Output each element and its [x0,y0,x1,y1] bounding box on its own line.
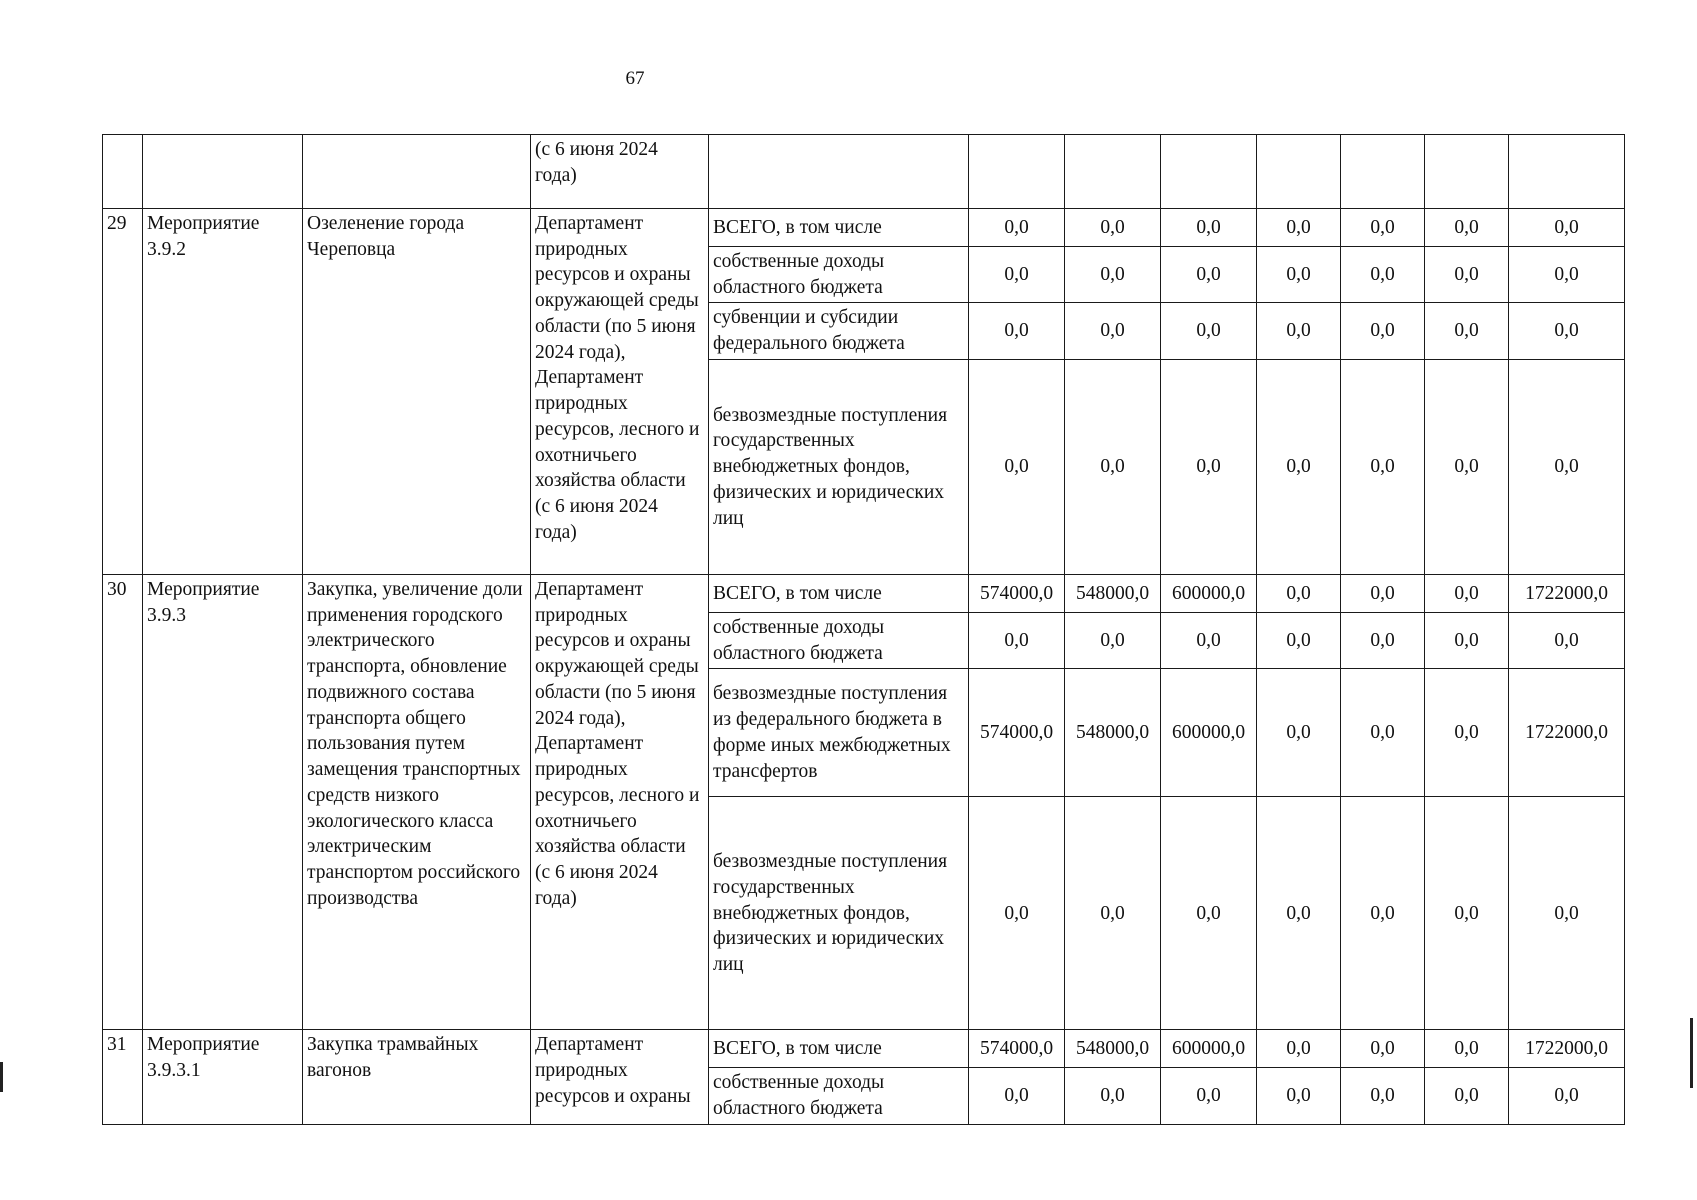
cell-department: Департамент природных ресурсов и охраны окружающей среды области (по 5 июня 2024 года), Департамент природных ресурсов, лесного и охотничьего хозяйства области (с 6 июня 2024 года) [531,574,709,1029]
cell-no [103,135,143,209]
cell-value: 0,0 [1161,359,1257,574]
cell-name: Закупка трамвайных вагонов [303,1030,531,1124]
cell-value [1509,135,1625,209]
cell-value: 600000,0 [1161,669,1257,797]
cell-value: 0,0 [1341,209,1425,247]
cell-source: безвозмездные поступления государственных внебюджетных фондов, физических и юридических лиц [709,359,969,574]
cell-value: 0,0 [1425,303,1509,359]
cell-source: безвозмездные поступления государственных внебюджетных фондов, физических и юридических лиц [709,797,969,1030]
cell-source: собственные доходы областного бюджета [709,1068,969,1124]
table-row [103,1030,1625,1068]
cell-value: 0,0 [969,247,1065,303]
cell-measure [143,135,303,209]
cell-source: безвозмездные поступления из федерального бюджета в форме иных межбюджетных трансфертов [709,669,969,797]
cell-value: 0,0 [1425,359,1509,574]
cell-source: собственные доходы областного бюджета [709,612,969,668]
cell-value: 0,0 [1161,247,1257,303]
cell-value: 0,0 [1341,1030,1425,1068]
cell-value: 0,0 [1161,612,1257,668]
cell-department: Департамент природных ресурсов и охраны [531,1030,709,1124]
cell-value: 574000,0 [969,669,1065,797]
cell-name: Закупка, увеличение доли применения городского электрического транспорта, обновление подвижного состава транспорта общего пользования путем замещения транспортных средств низкого экологического класса электрическим транспортом российского производства [303,574,531,1029]
cell-total: 0,0 [1509,209,1625,247]
cell-value: 0,0 [1341,574,1425,612]
cell-value: 0,0 [1257,303,1341,359]
cell-value: 0,0 [1257,669,1341,797]
cell-total: 0,0 [1509,247,1625,303]
cell-value: 0,0 [1341,1068,1425,1124]
cell-value: 0,0 [1425,1068,1509,1124]
cell-value: 0,0 [1425,797,1509,1030]
cell-value: 0,0 [1161,1068,1257,1124]
cell-value: 0,0 [969,303,1065,359]
page-number: 67 [625,68,645,89]
cell-total: 0,0 [1509,797,1625,1030]
cell-value: 0,0 [1065,209,1161,247]
cell-source: ВСЕГО, в том числе [709,1030,969,1068]
cell-value: 548000,0 [1065,1030,1161,1068]
cell-name: Озеленение города Череповца [303,209,531,575]
cell-value: 548000,0 [1065,669,1161,797]
cell-value: 0,0 [1065,359,1161,574]
cell-value [1425,135,1509,209]
cell-department: (с 6 июня 2024 года) [531,135,709,209]
cell-value: 0,0 [969,612,1065,668]
cell-value: 0,0 [1065,1068,1161,1124]
cell-no: 30 [103,574,143,1029]
cell-department: Департамент природных ресурсов и охраны окружающей среды области (по 5 июня 2024 года), Департамент природных ресурсов, лесного и охотничьего хозяйства области (с 6 июня 2024 года) [531,209,709,575]
cell-value: 0,0 [969,359,1065,574]
cell-value: 0,0 [1341,797,1425,1030]
cell-total: 0,0 [1509,1068,1625,1124]
cell-total: 1722000,0 [1509,574,1625,612]
cell-source: собственные доходы областного бюджета [709,247,969,303]
cell-value: 0,0 [1425,247,1509,303]
cell-value [1257,135,1341,209]
cell-name [303,135,531,209]
cell-source: ВСЕГО, в том числе [709,209,969,247]
scan-edge-mark [1690,1018,1693,1088]
cell-value: 0,0 [1257,797,1341,1030]
cell-total: 1722000,0 [1509,669,1625,797]
cell-value: 0,0 [1425,669,1509,797]
cell-value [1161,135,1257,209]
cell-value: 600000,0 [1161,1030,1257,1068]
cell-value: 0,0 [1425,574,1509,612]
cell-value: 0,0 [1161,303,1257,359]
cell-total: 1722000,0 [1509,1030,1625,1068]
cell-value: 0,0 [969,209,1065,247]
cell-value: 0,0 [1065,247,1161,303]
cell-value: 0,0 [1065,612,1161,668]
cell-value: 600000,0 [1161,574,1257,612]
cell-value: 0,0 [1425,612,1509,668]
cell-value [969,135,1065,209]
cell-value [1065,135,1161,209]
cell-value: 0,0 [1257,612,1341,668]
cell-value: 548000,0 [1065,574,1161,612]
cell-value: 0,0 [1425,209,1509,247]
cell-value: 0,0 [969,797,1065,1030]
cell-value: 0,0 [1161,209,1257,247]
cell-value: 0,0 [1425,1030,1509,1068]
cell-value: 0,0 [1257,574,1341,612]
table-row [103,209,1625,247]
cell-value: 0,0 [1065,303,1161,359]
scan-edge-mark [0,1062,3,1092]
cell-value: 574000,0 [969,1030,1065,1068]
cell-value: 0,0 [1257,247,1341,303]
funding-table [102,134,1625,1125]
cell-value: 0,0 [1257,1068,1341,1124]
cell-total: 0,0 [1509,612,1625,668]
cell-total: 0,0 [1509,359,1625,574]
cell-value: 0,0 [1341,612,1425,668]
cell-value: 0,0 [1257,209,1341,247]
cell-measure: Мероприятие 3.9.2 [143,209,303,575]
continuation-row [103,135,1625,209]
cell-value [1341,135,1425,209]
cell-value: 0,0 [1065,797,1161,1030]
cell-value: 0,0 [1341,247,1425,303]
cell-source [709,135,969,209]
cell-source: субвенции и субсидии федерального бюджета [709,303,969,359]
cell-no: 29 [103,209,143,575]
cell-value: 0,0 [1257,359,1341,574]
cell-measure: Мероприятие 3.9.3.1 [143,1030,303,1124]
cell-value: 0,0 [1341,303,1425,359]
cell-value: 0,0 [1341,669,1425,797]
cell-value: 0,0 [969,1068,1065,1124]
cell-no: 31 [103,1030,143,1124]
cell-measure: Мероприятие 3.9.3 [143,574,303,1029]
cell-total: 0,0 [1509,303,1625,359]
cell-value: 0,0 [1341,359,1425,574]
table-row [103,574,1625,612]
cell-source: ВСЕГО, в том числе [709,574,969,612]
cell-value: 574000,0 [969,574,1065,612]
cell-value: 0,0 [1257,1030,1341,1068]
cell-value: 0,0 [1161,797,1257,1030]
